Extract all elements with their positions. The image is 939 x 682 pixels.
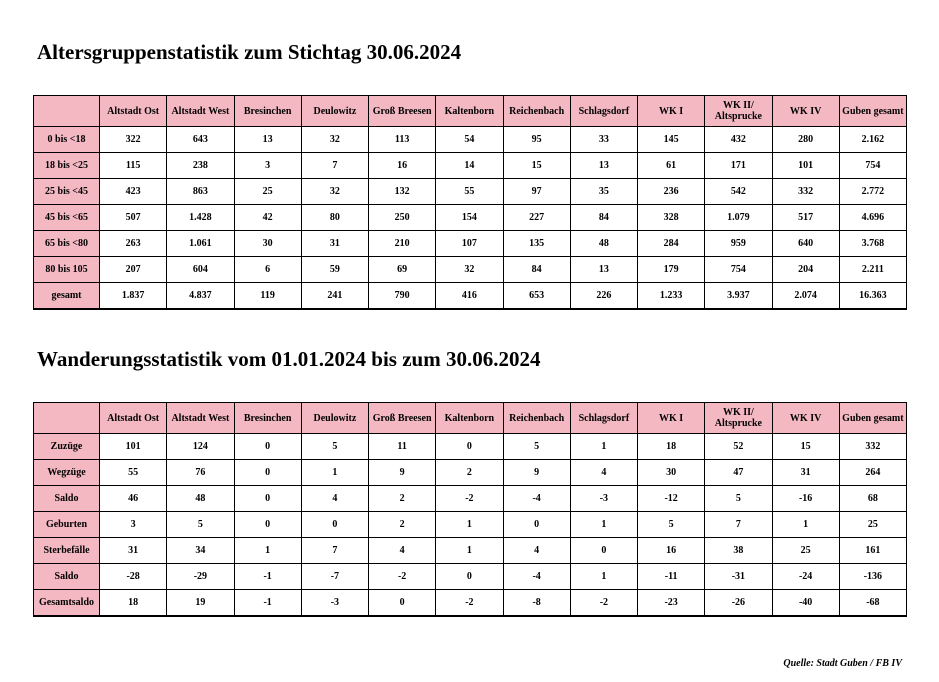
- table-cell: 0: [436, 434, 503, 460]
- table-cell: 30: [638, 460, 705, 486]
- table-cell: 101: [772, 153, 839, 179]
- table-cell: 2.074: [772, 283, 839, 309]
- table-cell: -3: [301, 590, 368, 616]
- table-cell: 48: [570, 231, 637, 257]
- table-cell: 226: [570, 283, 637, 309]
- row-label: 18 bis <25: [34, 153, 100, 179]
- table-cell: 0: [234, 486, 301, 512]
- column-header: Deulowitz: [301, 96, 368, 127]
- table-cell: 25: [839, 512, 906, 538]
- table-cell: 5: [705, 486, 772, 512]
- row-label: gesamt: [34, 283, 100, 309]
- table-cell: 132: [369, 179, 436, 205]
- table-cell: 68: [839, 486, 906, 512]
- column-header: WK IV: [772, 403, 839, 434]
- table-cell: 4: [503, 538, 570, 564]
- table-cell: -24: [772, 564, 839, 590]
- table-cell: 1.061: [167, 231, 234, 257]
- table-cell: 6: [234, 257, 301, 283]
- row-label: 80 bis 105: [34, 257, 100, 283]
- table-cell: 32: [301, 127, 368, 153]
- column-header: WK II/ Altsprucke: [705, 403, 772, 434]
- table-cell: 1: [436, 512, 503, 538]
- table-cell: 124: [167, 434, 234, 460]
- table-cell: 0: [369, 590, 436, 616]
- table-cell: 38: [705, 538, 772, 564]
- table-cell: 322: [100, 127, 167, 153]
- table-cell: 3.768: [839, 231, 906, 257]
- column-header: Bresinchen: [234, 96, 301, 127]
- table-cell: 15: [503, 153, 570, 179]
- table-cell: 161: [839, 538, 906, 564]
- table-cell: -1: [234, 564, 301, 590]
- table-cell: 238: [167, 153, 234, 179]
- column-header: Groß Breesen: [369, 96, 436, 127]
- column-header: Groß Breesen: [369, 403, 436, 434]
- table-cell: 18: [100, 590, 167, 616]
- table-cell: 101: [100, 434, 167, 460]
- table-cell: -8: [503, 590, 570, 616]
- table-cell: 0: [301, 512, 368, 538]
- table-cell: -2: [570, 590, 637, 616]
- table-cell: 31: [301, 231, 368, 257]
- table-cell: 1.428: [167, 205, 234, 231]
- table-cell: 54: [436, 127, 503, 153]
- table-cell: 264: [839, 460, 906, 486]
- table-cell: -40: [772, 590, 839, 616]
- table-cell: 754: [839, 153, 906, 179]
- table-cell: 2: [369, 486, 436, 512]
- table-cell: 5: [638, 512, 705, 538]
- table-row: [34, 257, 907, 283]
- table-cell: -7: [301, 564, 368, 590]
- table-cell: -2: [436, 486, 503, 512]
- table-cell: 227: [503, 205, 570, 231]
- table-cell: 790: [369, 283, 436, 309]
- table-cell: 35: [570, 179, 637, 205]
- row-label: Gesamtsaldo: [34, 590, 100, 616]
- row-label: Saldo: [34, 564, 100, 590]
- table-cell: 2.162: [839, 127, 906, 153]
- table-cell: 11: [369, 434, 436, 460]
- table-cell: -4: [503, 564, 570, 590]
- table-cell: 171: [705, 153, 772, 179]
- table-cell: 7: [301, 538, 368, 564]
- table-cell: 207: [100, 257, 167, 283]
- table-cell: 52: [705, 434, 772, 460]
- table-cell: 16.363: [839, 283, 906, 309]
- table-cell: -4: [503, 486, 570, 512]
- table-row: [34, 538, 907, 564]
- table-cell: 59: [301, 257, 368, 283]
- column-header: Altstadt West: [167, 403, 234, 434]
- table-cell: 33: [570, 127, 637, 153]
- row-label: Zuzüge: [34, 434, 100, 460]
- table-cell: -28: [100, 564, 167, 590]
- table-cell: 1.079: [705, 205, 772, 231]
- table-cell: -31: [705, 564, 772, 590]
- table-cell: 80: [301, 205, 368, 231]
- row-label: Sterbefälle: [34, 538, 100, 564]
- column-header: Deulowitz: [301, 403, 368, 434]
- table-cell: 18: [638, 434, 705, 460]
- table-cell: 2: [436, 460, 503, 486]
- table-cell: 643: [167, 127, 234, 153]
- table-cell: 959: [705, 231, 772, 257]
- table-cell: 119: [234, 283, 301, 309]
- table-cell: 4: [369, 538, 436, 564]
- table-cell: -1: [234, 590, 301, 616]
- table-cell: 250: [369, 205, 436, 231]
- table-cell: 107: [436, 231, 503, 257]
- table-cell: 0: [234, 512, 301, 538]
- row-label: Geburten: [34, 512, 100, 538]
- table-cell: 0: [234, 434, 301, 460]
- table-cell: 31: [772, 460, 839, 486]
- table-cell: -136: [839, 564, 906, 590]
- column-header: Guben gesamt: [839, 403, 906, 434]
- row-label: 45 bis <65: [34, 205, 100, 231]
- table-cell: -2: [369, 564, 436, 590]
- table-cell: -12: [638, 486, 705, 512]
- table-cell: 154: [436, 205, 503, 231]
- header-corner-cell: [34, 96, 100, 127]
- table-cell: 14: [436, 153, 503, 179]
- table-cell: 97: [503, 179, 570, 205]
- table-cell: 25: [772, 538, 839, 564]
- table-cell: 210: [369, 231, 436, 257]
- table-cell: 76: [167, 460, 234, 486]
- source-note: Quelle: Stadt Guben / FB IV: [783, 658, 902, 669]
- table-cell: 7: [301, 153, 368, 179]
- table-cell: 1: [570, 512, 637, 538]
- column-header: Schlagsdorf: [570, 96, 637, 127]
- table-cell: 113: [369, 127, 436, 153]
- table-cell: 15: [772, 434, 839, 460]
- table-cell: 1: [772, 512, 839, 538]
- table-cell: 236: [638, 179, 705, 205]
- table-cell: 5: [167, 512, 234, 538]
- table-cell: 84: [503, 257, 570, 283]
- table-cell: 61: [638, 153, 705, 179]
- table-row: [34, 153, 907, 179]
- table-cell: 5: [503, 434, 570, 460]
- table-cell: 0: [570, 538, 637, 564]
- table-cell: 284: [638, 231, 705, 257]
- table-cell: 3: [100, 512, 167, 538]
- row-label: 0 bis <18: [34, 127, 100, 153]
- table-row: [34, 590, 907, 616]
- column-header: Altstadt West: [167, 96, 234, 127]
- table-cell: 13: [570, 257, 637, 283]
- table-cell: -23: [638, 590, 705, 616]
- table-cell: 754: [705, 257, 772, 283]
- table-cell: -16: [772, 486, 839, 512]
- table-cell: 95: [503, 127, 570, 153]
- table-cell: 1.837: [100, 283, 167, 309]
- table-cell: 115: [100, 153, 167, 179]
- table-cell: 32: [301, 179, 368, 205]
- table-cell: 3.937: [705, 283, 772, 309]
- table-cell: 0: [503, 512, 570, 538]
- table-cell: 2.772: [839, 179, 906, 205]
- table-cell: 32: [436, 257, 503, 283]
- table-cell: 241: [301, 283, 368, 309]
- table-cell: 4: [570, 460, 637, 486]
- column-header: Reichenbach: [503, 96, 570, 127]
- table-cell: 640: [772, 231, 839, 257]
- table-cell: 9: [503, 460, 570, 486]
- table-cell: 2.211: [839, 257, 906, 283]
- column-header: Altstadt Ost: [100, 96, 167, 127]
- table-row: [34, 283, 907, 309]
- column-header: Kaltenborn: [436, 96, 503, 127]
- table-cell: 263: [100, 231, 167, 257]
- age-stats-title: Altersgruppenstatistik zum Stichtag 30.06.2024: [37, 40, 462, 64]
- table-cell: 3: [234, 153, 301, 179]
- table-cell: 604: [167, 257, 234, 283]
- column-header: WK IV: [772, 96, 839, 127]
- table-cell: -11: [638, 564, 705, 590]
- column-header: Guben gesamt: [839, 96, 906, 127]
- table-cell: 69: [369, 257, 436, 283]
- table-cell: -2: [436, 590, 503, 616]
- table-cell: 25: [234, 179, 301, 205]
- table-cell: 280: [772, 127, 839, 153]
- column-header: WK I: [638, 96, 705, 127]
- table-cell: -26: [705, 590, 772, 616]
- table-cell: 863: [167, 179, 234, 205]
- table-header-row: [34, 403, 907, 434]
- column-header: WK I: [638, 403, 705, 434]
- table-cell: -68: [839, 590, 906, 616]
- table-row: [34, 179, 907, 205]
- migration-stats-table: [33, 402, 907, 617]
- age-stats-table: [33, 95, 907, 310]
- table-cell: 332: [772, 179, 839, 205]
- table-row: [34, 512, 907, 538]
- row-label: Wegzüge: [34, 460, 100, 486]
- table-cell: 48: [167, 486, 234, 512]
- table-cell: 416: [436, 283, 503, 309]
- migration-stats-title: Wanderungsstatistik vom 01.01.2024 bis zum 30.06.2024: [37, 347, 541, 371]
- table-cell: 542: [705, 179, 772, 205]
- table-cell: 46: [100, 486, 167, 512]
- table-cell: 4: [301, 486, 368, 512]
- table-cell: 517: [772, 205, 839, 231]
- column-header: Reichenbach: [503, 403, 570, 434]
- column-header: Kaltenborn: [436, 403, 503, 434]
- table-cell: 5: [301, 434, 368, 460]
- table-cell: 423: [100, 179, 167, 205]
- table-cell: 1: [436, 538, 503, 564]
- column-header: Bresinchen: [234, 403, 301, 434]
- table-cell: 1: [234, 538, 301, 564]
- table-cell: -3: [570, 486, 637, 512]
- table-cell: 4.696: [839, 205, 906, 231]
- row-label: 65 bis <80: [34, 231, 100, 257]
- table-row: [34, 564, 907, 590]
- table-cell: 432: [705, 127, 772, 153]
- table-row: [34, 434, 907, 460]
- table-cell: 13: [234, 127, 301, 153]
- table-header-row: [34, 96, 907, 127]
- table-cell: -29: [167, 564, 234, 590]
- table-row: [34, 486, 907, 512]
- table-cell: 1: [301, 460, 368, 486]
- table-cell: 9: [369, 460, 436, 486]
- table-cell: 145: [638, 127, 705, 153]
- table-cell: 84: [570, 205, 637, 231]
- table-cell: 328: [638, 205, 705, 231]
- column-header: WK II/ Altsprucke: [705, 96, 772, 127]
- table-cell: 4.837: [167, 283, 234, 309]
- table-cell: 204: [772, 257, 839, 283]
- table-cell: 13: [570, 153, 637, 179]
- table-row: [34, 205, 907, 231]
- table-row: [34, 231, 907, 257]
- table-cell: 179: [638, 257, 705, 283]
- table-cell: 55: [100, 460, 167, 486]
- table-cell: 19: [167, 590, 234, 616]
- table-cell: 653: [503, 283, 570, 309]
- table-cell: 0: [436, 564, 503, 590]
- table-cell: 1.233: [638, 283, 705, 309]
- table-cell: 1: [570, 434, 637, 460]
- header-corner-cell: [34, 403, 100, 434]
- row-label: 25 bis <45: [34, 179, 100, 205]
- table-cell: 2: [369, 512, 436, 538]
- table-cell: 34: [167, 538, 234, 564]
- column-header: Schlagsdorf: [570, 403, 637, 434]
- table-row: [34, 460, 907, 486]
- table-cell: 1: [570, 564, 637, 590]
- table-cell: 42: [234, 205, 301, 231]
- table-cell: 55: [436, 179, 503, 205]
- table-cell: 16: [638, 538, 705, 564]
- column-header: Altstadt Ost: [100, 403, 167, 434]
- table-cell: 332: [839, 434, 906, 460]
- table-cell: 135: [503, 231, 570, 257]
- table-cell: 30: [234, 231, 301, 257]
- table-cell: 7: [705, 512, 772, 538]
- table-cell: 16: [369, 153, 436, 179]
- table-cell: 507: [100, 205, 167, 231]
- table-row: [34, 127, 907, 153]
- table-cell: 0: [234, 460, 301, 486]
- table-cell: 47: [705, 460, 772, 486]
- row-label: Saldo: [34, 486, 100, 512]
- table-cell: 31: [100, 538, 167, 564]
